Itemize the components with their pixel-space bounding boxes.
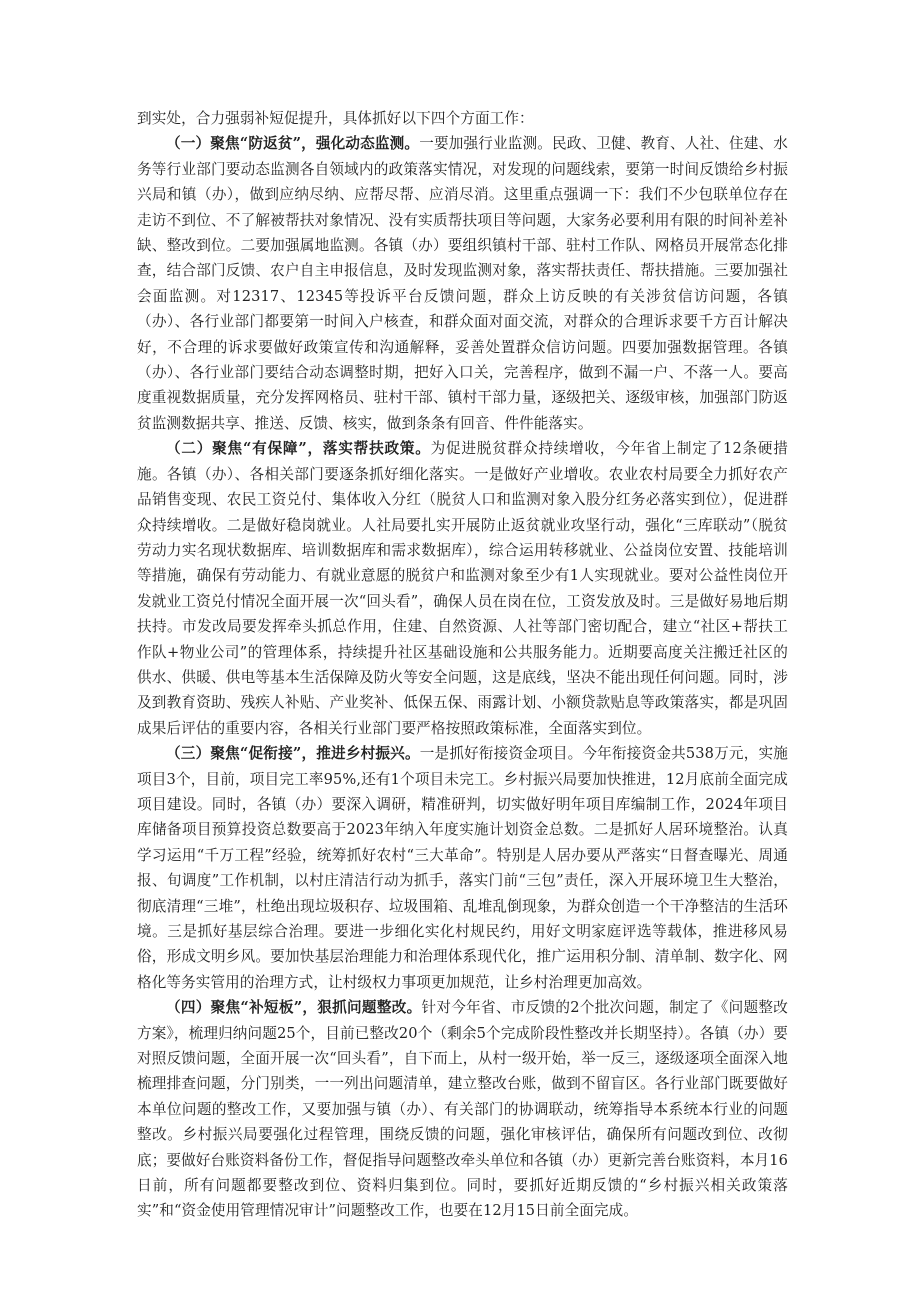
- document-body: [137, 106, 788, 1224]
- paragraph-text: 为促进脱贫群众持续增收，今年省上制定了12条硬措施。各镇（办）、各相关部门要逐条抓好细化落实。一是做好产业增收。农业农村局要全力抓好农产品销售变现、农民工资兑付、集体收入分红（脱贫人口和监测对象入股分红务必落实到位），促进群众持续增收。二是做好稳岗就业。人社局要扎实开展防止返贫就业攻坚行动，强化“三库联动”（脱贫劳动力实名现状数据库、培训数据库和需求数据库），综合运用转移就业、公益岗位安置、技能培训等措施，确保有劳动能力、有就业意愿的脱贫户和监测对象至少有1人实现就业。要对公益性岗位开发就业工资兑付情况全面开展一次“回头看”，确保人员在岗在位，工资发放及时。三是做好易地后期扶持。市发改局要发挥牵头抓总作用，住建、自然资源、人社等部门密切配合，建立“社区+帮扶工作队+物业公司”的管理体系，持续提升社区基础设施和公共服务能力。近期要高度关注搬迁社区的供水、供暖、供电等基本生活保障及防火等安全问题，这是底线，坚决不能出现任何问题。同时，涉及到教育资助、残疾人补贴、产业奖补、低保五保、雨露计划、小额贷款贴息等政策落实，都是巩固成果后评估的重要内容，各相关行业部门要严格按照政策标准，全面落实到位。: [137, 440, 788, 737]
- paragraph-intro: [137, 106, 788, 131]
- section-heading: （二）聚焦“有保障”，落实帮扶政策。: [166, 440, 431, 458]
- paragraph-text: 到实处，合力强弱补短促提升，具体抓好以下四个方面工作：: [137, 110, 534, 127]
- paragraph-section-4: [137, 995, 788, 1224]
- paragraph-text: 针对今年省、市反馈的2个批次问题，制定了《问题整改方案》，梳理归纳问题25个，目前已整改20个（剩余5个完成阶段性整改并长期坚持）。各镇（办）要对照反馈问题，全面开展一次“回头看”，自下而上，从村一级开始，举一反三，逐级逐项全面深入地梳理排查问题，分门别类，一一列出问题清单，建立整改台账，做到不留盲区。各行业部门既要做好本单位问题的整改工作，又要加强与镇（办）、有关部门的协调联动，统筹指导本系统本行业的问题整改。乡村振兴局要强化过程管理，围绕反馈的问题，强化审核评估，确保所有问题改到位、改彻底；要做好台账资料备份工作，督促指导问题整改牵头单位和各镇（办）更新完善台账资料，本月16日前，所有问题都要整改到位、资料归集到位。同时，要抓好近期反馈的“乡村振兴相关政策落实”和“资金使用管理情况审计”问题整改工作，也要在12月15日前全面完成。: [137, 999, 788, 1220]
- paragraph-section-1: [137, 131, 788, 436]
- section-heading: （三）聚焦“促衔接”，推进乡村振兴。: [166, 745, 420, 763]
- paragraph-text: 一要加强行业监测。民政、卫健、教育、人社、住建、水务等行业部门要动态监测各自领域内的政策落实情况，对发现的问题线索，要第一时间反馈给乡村振兴局和镇（办），做到应纳尽纳、应帮尽帮、应消尽消。这里重点强调一下：我们不少包联单位存在走访不到位、不了解被帮扶对象情况、没有实质帮扶项目等问题，大家务必要利用有限的时间补差补缺、整改到位。二要加强属地监测。各镇（办）要组织镇村干部、驻村工作队、网格员开展常态化排查，结合部门反馈、农户自主申报信息，及时发现监测对象，落实帮扶责任、帮扶措施。三要加强社会面监测。对12317、12345等投诉平台反馈问题，群众上访反映的有关涉贫信访问题，各镇（办）、各行业部门都要第一时间入户核查，和群众面对面交流，对群众的合理诉求要千方百计解决好，不合理的诉求要做好政策宣传和沟通解释，妥善处置群众信访问题。四要加强数据管理。各镇（办）、各行业部门要结合动态调整时期，把好入口关，完善程序，做到不漏一户、不落一人。要高度重视数据质量，充分发挥网格员、驻村干部、镇村干部力量，逐级把关、逐级审核，加强部门防返贫监测数据共享、推送、反馈、核实，做到条条有回音、件件能落实。: [137, 135, 788, 432]
- section-heading: （一）聚焦“防返贫”，强化动态监测。: [166, 135, 420, 153]
- paragraph-section-3: [137, 741, 788, 995]
- paragraph-section-2: [137, 436, 788, 741]
- paragraph-text: 一是抓好衔接资金项目。今年衔接资金共538万元，实施项目3个，目前，项目完工率95%,还有1个项目未完工。乡村振兴局要加快推进，12月底前全面完成项目建设。同时，各镇（办）要深入调研，精准研判，切实做好明年项目库编制工作，2024年项目库储备项目预算投资总数要高于2023年纳入年度实施计划资金总数。二是抓好人居环境整治。认真学习运用“千万工程”经验，统筹抓好农村“三大革命”。特别是人居办要从严落实“日督查曝光、周通报、旬调度”工作机制，以村庄清洁行动为抓手，落实门前“三包”责任，深入开展环境卫生大整治，彻底清理“三堆”，杜绝出现垃圾积存、垃圾围箱、乱堆乱倒现象，为群众创造一个干净整洁的生活环境。三是抓好基层综合治理。要进一步细化实化村规民约，用好文明家庭评选等载体，推进移风易俗，形成文明乡风。要加快基层治理能力和治理体系现代化，推广运用积分制、清单制、数字化、网格化等务实管用的治理方式，让村级权力事项更加规范，让乡村治理更加高效。: [137, 745, 788, 991]
- section-heading: （四）聚焦“补短板”，狠抓问题整改。: [166, 999, 422, 1017]
